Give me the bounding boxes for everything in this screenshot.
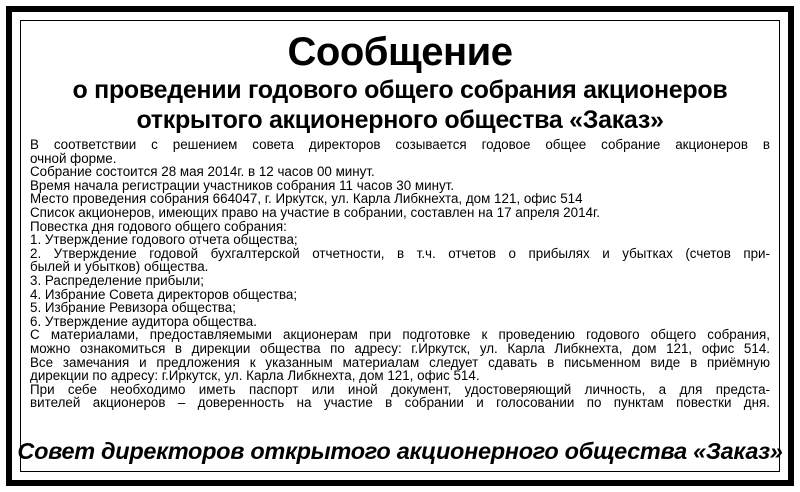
body-line: Место проведения собрания 664047, г. Иркутск, ул. Карла Либкнехта, дом 121, офис 514 [30,191,583,207]
body-line: 6. Утверждение аудитора общества. [30,313,257,329]
body-line: 3. Распределение прибыли; [30,272,204,288]
body-line: былей и убытков) общества. [30,259,209,275]
body-line: Собрание состоится 28 мая 2014г. в 12 часов 00 минут. [30,164,375,180]
notice-body [30,138,770,410]
body-line: вителей акционеров – доверенность на участие в собрании и голосовании по пунктам повестки дня. [30,395,770,411]
body-line: Время начала регистрации участников собрания 11 часов 30 минут. [30,177,455,193]
body-line: можно ознакомиться в дирекции общества по адресу: г.Иркутск, ул. Карла Либкнехта, дом 121, офис 514. [30,340,770,356]
notice-subtitle-line-2: открытого акционерного общества «Заказ» [136,106,664,134]
body-line: С материалами, предоставляемыми акционерам при подготовке к проведению годового общего собрания, [30,327,770,343]
body-line: При себе необходимо иметь паспорт или иной документ, удостоверяющий личность, а для предста- [30,381,770,397]
body-line: Список акционеров, имеющих право на участие в собрании, составлен на 17 апреля 2014г. [30,204,600,220]
body-line: 1. Утверждение годового отчета общества; [30,232,298,248]
body-line: Все замечания и предложения к указанным материалам следует сдавать в письменном виде в приёмную [30,354,770,370]
body-line: очной форме. [30,150,117,166]
notice-subtitle-line-1: о проведении годового общего собрания акционеров [72,76,728,104]
body-line: 2. Утверждение годовой бухгалтерской отчетности, в т.ч. отчетов о прибылях и убытках (счетов при- [30,245,770,261]
body-line: 4. Избрание Совета директоров общества; [30,286,298,302]
body-line: Повестка дня годового общего собрания: [30,218,287,234]
body-line: В соответствии с решением совета директоров созывается годовое общее собрание акционеров в [30,137,770,152]
notice-title: Сообщение [287,30,513,74]
body-line: 5. Избрание Ревизора общества; [30,300,236,316]
notice-signature: Совет директоров открытого акционерного общества «Заказ» [17,438,783,464]
body-line: дирекции по адресу: г.Иркутск, ул. Карла Либкнехта, дом 121, офис 514. [30,368,480,384]
